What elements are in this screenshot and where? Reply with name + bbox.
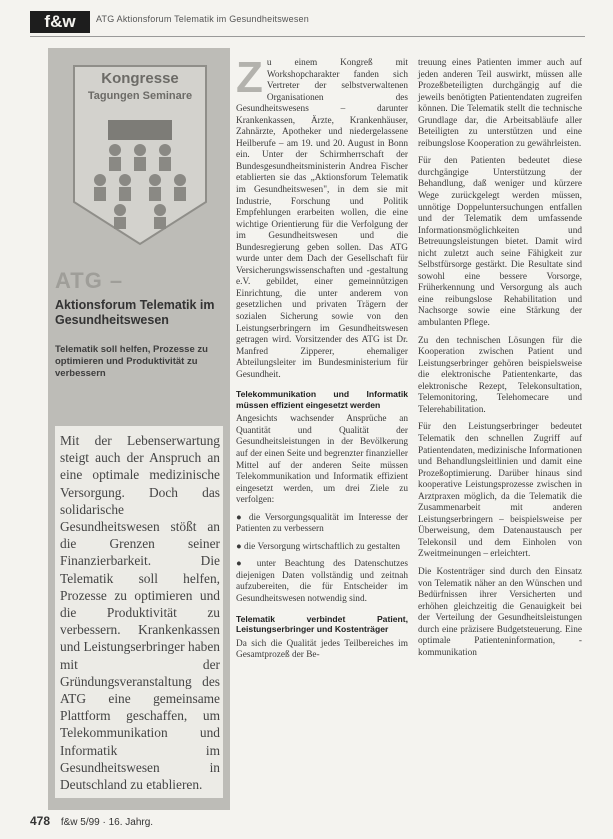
- intro-text: Mit der Lebenserwartung steigt auch der Anspruch an eine optimale medizinische Versorgung. Doch das solidarische Gesundheitswesen stößt an die Grenzen seiner Finanzierbarkeit. Die Telematik soll helfen, Prozesse zu optimieren und die Produktivität zu verbessern. Krankenkassen und Leistungserbringer haben mit der Gründungsveranstaltung des ATG eine gemeinsame Plattform geschaffen, um Telekommunikation und Informatik im Gesundheitswesen in Deutschland zu etablieren.: [60, 433, 220, 793]
- running-title: ATG Aktionsforum Telematik im Gesundheitswesen: [96, 14, 309, 24]
- paragraph: Für den Patienten bedeutet diese durchgängige Unterstützung der Behandlung, daß weniger und kürzere Wege zurückgelegt werden müssen, unnötige Doppeluntersuchungen entfallen und der Telematik dem umfassende Informationsmöglichkeiten und Betreuungsleistungen bietet. Damit wird nicht zuletzt auch seine Fähigkeit zur Selbstfürsorge gestärkt. Die Resultate sind sowohl eine bessere Vorsorge, Früherkennung und Versorgung als auch eine reibungslose Rehabilitation und Nachsorge sowie eine Stärkung der ambulanten Pflege.: [418, 156, 582, 329]
- congress-emblem: [70, 62, 210, 247]
- drop-cap: Z: [236, 53, 263, 102]
- sidebar-subheading: Aktionsforum Telematik im Gesundheitswesen: [55, 298, 215, 327]
- paragraph: Die Kostenträger sind durch den Einsatz von Telematik näher an den Wünschen und Bedürfnissen ihrer Versicherten und erhöhen gleichzeitig die Genauigkeit bei der Verteilung der Gesundheitsleistungen durch eine präzisere Budgetsteuerung. Eine optimale Patienteninformation, -kommunikation: [418, 566, 582, 658]
- lead-text: Telematik soll helfen, Prozesse zu optimieren und Produktivität zu verbessern: [55, 344, 208, 379]
- paragraph: Angesichts wachsender Ansprüche an Quantität und Qualität der Gesundheitsleistungen in der Bevölkerung auf der einen Seite und begrenzter finanzieller Mittel auf der anderen Seite müssen Telekommunikation und Informatik effizient eingesetzt werden, um drei Ziele zu verfolgen:: [236, 414, 408, 506]
- emblem-title: Kongresse: [101, 70, 179, 87]
- bullet-item: ● die Versorgungsqualität im Interesse der Patienten zu verbessern: [236, 512, 408, 535]
- bullet-item: ● die Versorgung wirtschaftlich zu gestalten: [236, 541, 401, 552]
- paragraph: Für den Leistungserbringer bedeutet Telematik den schnellen Zugriff auf Patientendaten, medizinische Informationen und Behandlungsleitlinien und damit eine Prozeßoptimierung. Darüber hinaus sind kooperative Leistungsprozesse zwischen in Arztpraxen möglich, da die Telematik die Zusammenarbeit mit anderen Leistungserbringern – beispielsweise per Überweisung, dem Datenaustausch per Telekonsil und dem Einholen von Zweitmeinungen – erleichtert.: [418, 422, 582, 560]
- bullet-item: ● unter Beachtung des Datenschutzes diejenigen Daten vollständig und zeitnah aufzubereiten, die für Entscheider im Gesundheitswesen notwendig sind.: [236, 559, 408, 604]
- header-rule: [30, 36, 585, 37]
- section-heading: Telekommunikation und Informatik müssen effizient eingesetzt werden: [236, 389, 408, 410]
- paragraph: treuung eines Patienten immer auch auf jeden anderen Teil auswirkt, müssen alle Prozeßbeteiligten durchgängig auf die jeweils benötigten Patientendaten zugreifen können. Die Telematik stellt die technische Grundlage dar, die Arbeitsabläufe aller Beteiligten zu unterstützen und eine reibungslose Kooperation zu gewährleisten.: [418, 58, 582, 149]
- page-number: 478: [30, 814, 51, 828]
- article-column-right: [418, 58, 582, 665]
- sidebar-heading: ATG –: [55, 268, 124, 293]
- section-heading: Telematik verbindet Patient, Leistungserbringer und Kostenträger: [236, 613, 408, 635]
- emblem-subtitle: Tagungen Seminare: [87, 90, 193, 102]
- page-footer: [30, 814, 153, 828]
- magazine-logo: f&w: [30, 11, 90, 33]
- paragraph: u einem Kongreß mit Workshopcharakter fanden sich Vertreter der selbstverwaltenen Organisationen des Gesundheitswesens – darunter Krankenkassen, Ärzte, Krankenhäuser, Zahnärzte, Apotheker und niedergelassene Heilberufe – am 19. und 20. August in Bonn ein. Unter der Schirmherrschaft der Bundesgesundheitsministerin Andrea Fischer etablierten sie das „Aktionsforum Telematik im Gesundheitswesen", in dem sie mit Industrie, Forschung und Politik Empfehlungen erarbeiten wollen, die eine wichtige Orientierung für die Verfolgung der im Gesundheitswesen und die Bundesregierung geben sollen. Das ATG wurde unter dem Dach der Gesellschaft für Versicherungswissenschaften und -gestaltung e.V. gebildet, einer gemeinnützigen Einrichtung, die unter anderem von gesetzlichen und privaten Trägern der sozialen Sicherung sowie von den Leistungserbringern im Gesundheitswesen getragen wird. Vorsitzender des ATG ist Dr. Manfred Zipperer, ehemaliger Abteilungsleiter im Bundesministerium für Gesundheit.: [236, 58, 408, 380]
- article-column-middle: [236, 53, 408, 668]
- paragraph: Da sich die Qualität jedes Teilbereiches im Gesamtprozeß der Be-: [236, 638, 408, 661]
- paragraph: Zu den technischen Lösungen für die Kooperation zwischen Patient und Leistungserbringer gehören beispielsweise die elektronische Patientenkarte, das elektronische Rezept, Telekonsultation, Telemonitoring, Telehomecare und Telerehabilitation.: [418, 335, 582, 415]
- issue-info: f&w 5/99 · 16. Jahrg.: [60, 817, 154, 828]
